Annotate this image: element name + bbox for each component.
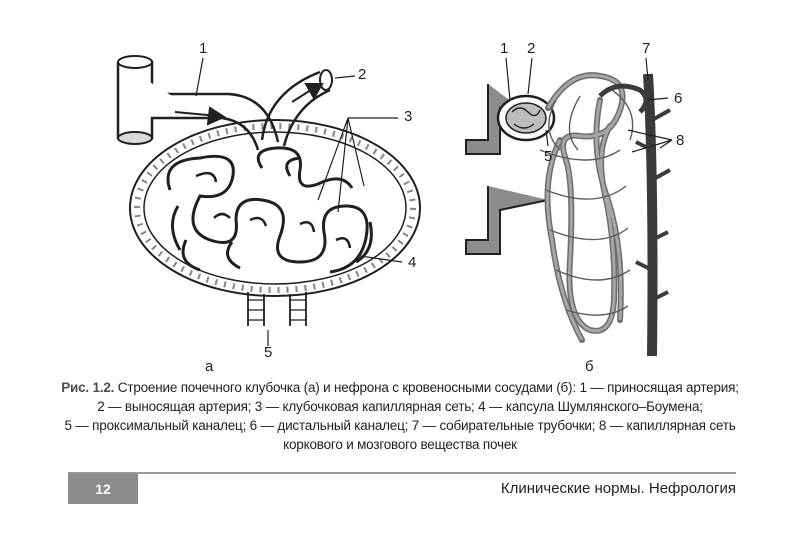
caption-line-3: 5 — проксимальный каналец; 6 — дистальный каналец; 7 — собирательные трубочки; 8 — капиллярная сеть	[64, 418, 736, 433]
page-number: 12	[68, 474, 138, 504]
caption-line-1	[40, 378, 760, 397]
label-b-6: 6	[674, 90, 683, 107]
label-b-2: 2	[527, 40, 536, 57]
glomerulus-diagram	[118, 56, 420, 346]
label-b-5: 5	[544, 148, 553, 165]
label-a-1: 1	[199, 40, 208, 57]
figure-caption	[40, 378, 760, 454]
footer-divider	[68, 472, 736, 474]
label-b-8: 8	[676, 132, 685, 149]
running-title: Клинические нормы. Нефрология	[500, 480, 736, 497]
subfigure-label-a: а	[205, 358, 214, 375]
label-b-7: 7	[642, 40, 651, 57]
caption-line-1-text: Строение почечного клубочка (а) и нефрона с кровеносными сосудами (б): 1 — приносящая артерия;	[114, 380, 739, 395]
label-a-2: 2	[358, 66, 367, 83]
nephron-diagram	[466, 58, 672, 356]
label-a-5: 5	[264, 344, 273, 361]
label-a-4: 4	[408, 254, 417, 271]
label-b-1: 1	[500, 40, 509, 57]
label-a-3: 3	[404, 108, 413, 125]
caption-line-4: коркового и мозгового вещества почек	[283, 437, 517, 452]
caption-prefix: Рис. 1.2.	[61, 380, 115, 395]
subfigure-label-b: б	[585, 358, 594, 375]
caption-line-2: 2 — выносящая артерия; 3 — клубочковая капиллярная сеть; 4 — капсула Шумлянского–Боумена;	[97, 399, 703, 414]
